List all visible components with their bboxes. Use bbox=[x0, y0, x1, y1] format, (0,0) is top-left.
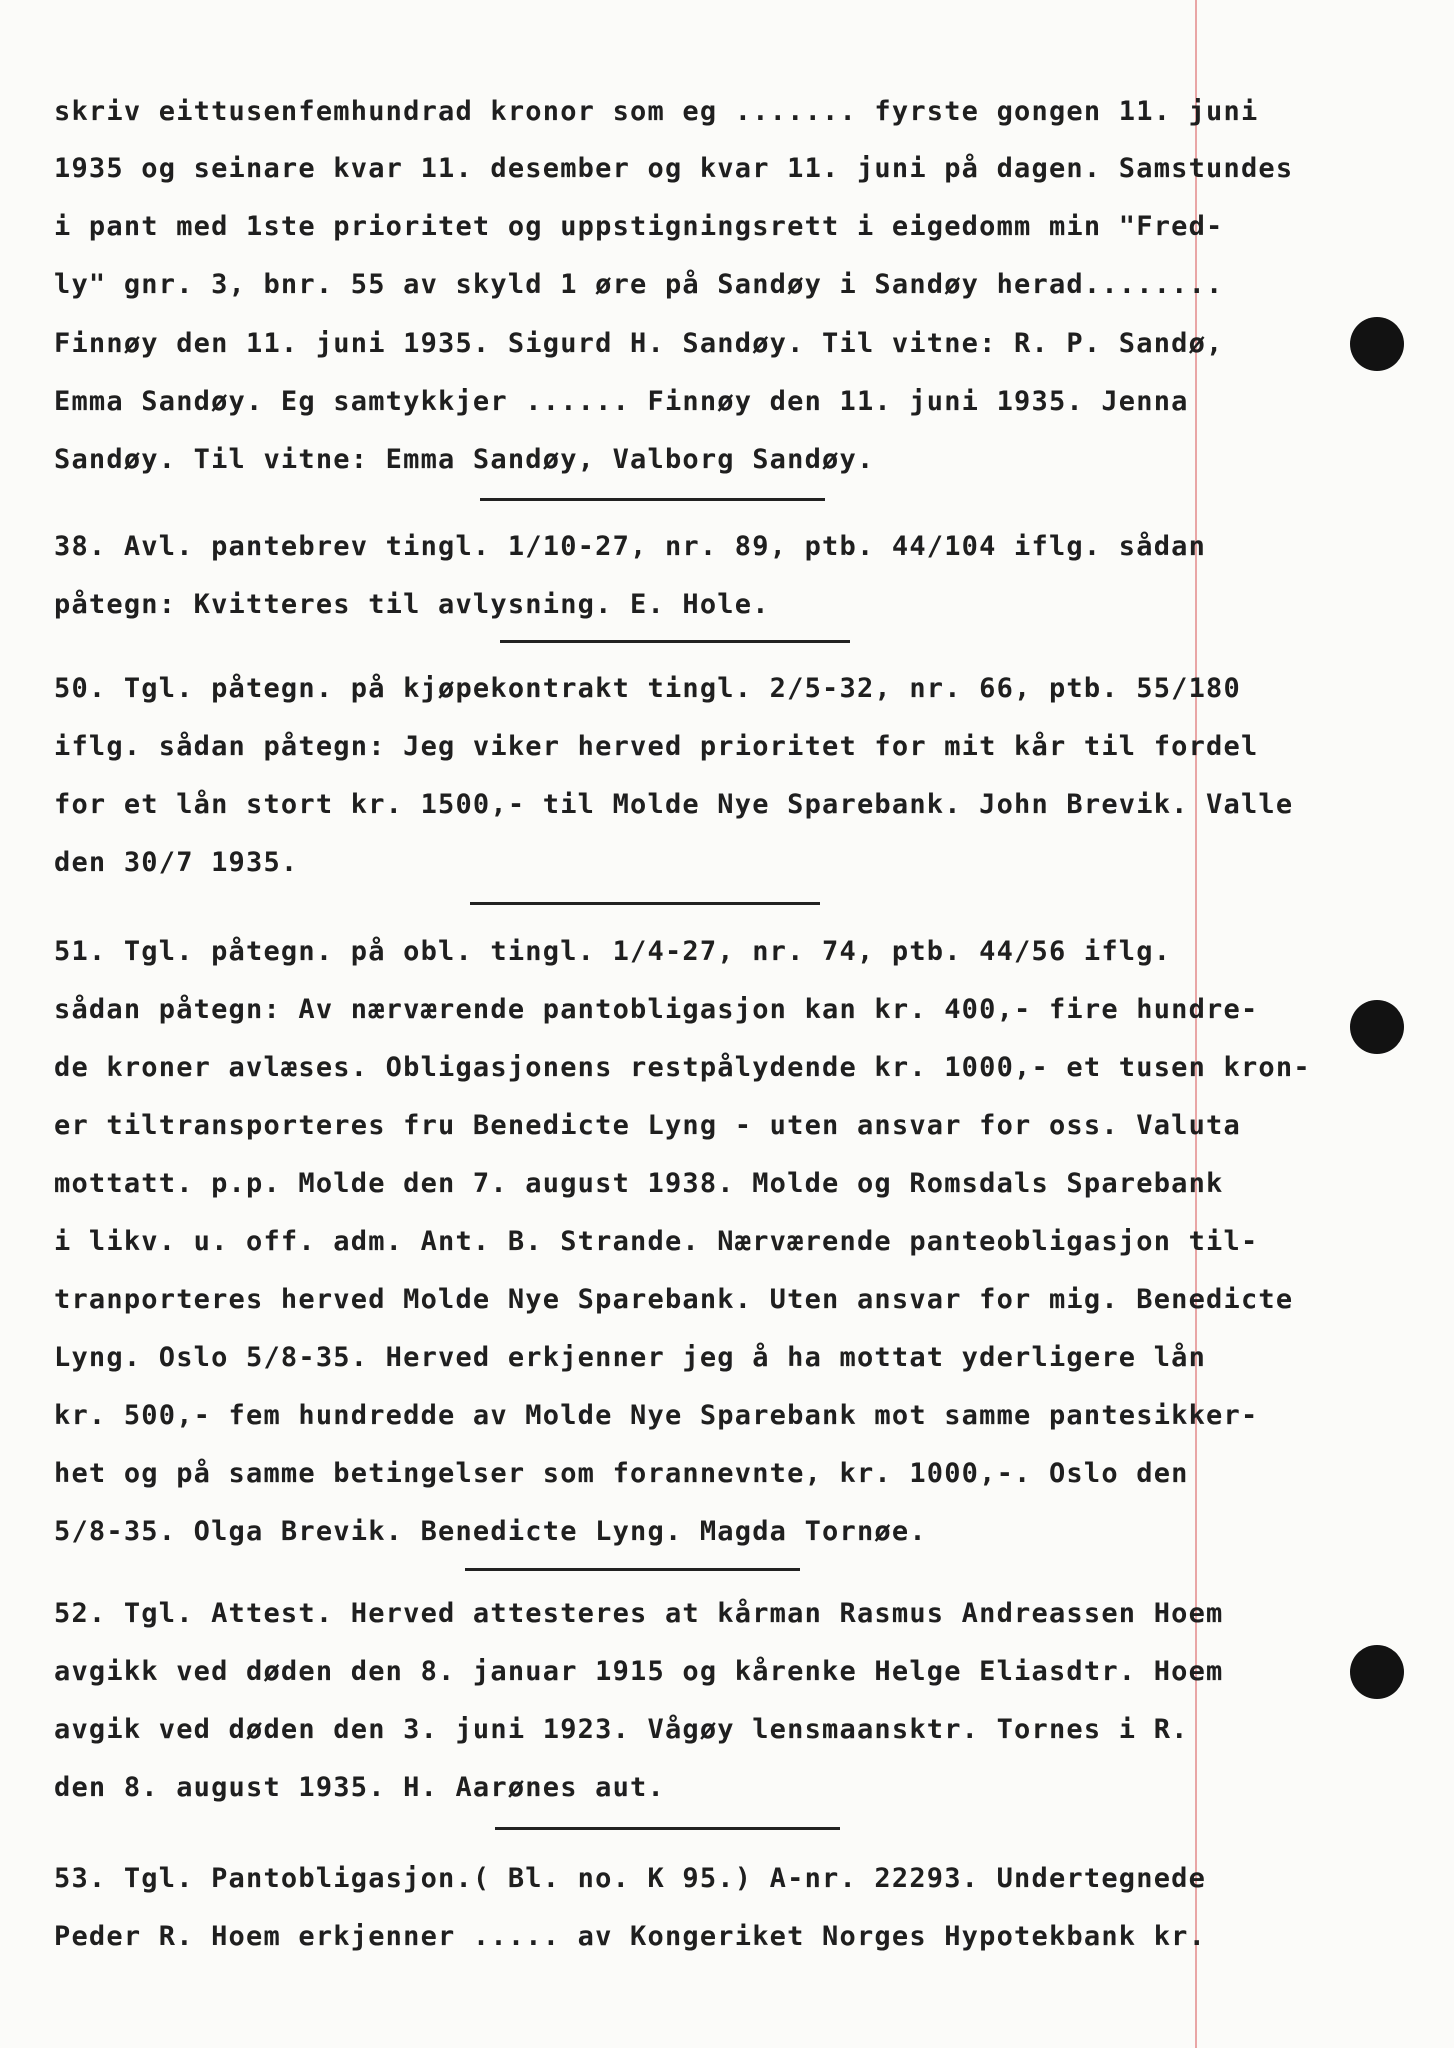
text-line: 51. Tgl. påtegn. på obl. tingl. 1/4-27, nr. 74, ptb. 44/56 iflg. bbox=[54, 936, 1172, 967]
text-line: iflg. sådan påtegn: Jeg viker herved prioritet for mit kår til fordel bbox=[54, 731, 1259, 762]
text-line: den 8. august 1935. H. Aarønes aut. bbox=[54, 1772, 665, 1803]
separator bbox=[495, 1827, 840, 1830]
punch-hole-2 bbox=[1350, 1000, 1404, 1054]
text-line: de kroner avlæses. Obligasjonens restpålydende kr. 1000,- et tusen kron- bbox=[54, 1052, 1311, 1083]
separator bbox=[480, 498, 825, 501]
separator bbox=[500, 640, 850, 643]
text-line: påtegn: Kvitteres til avlysning. E. Hole. bbox=[54, 589, 770, 620]
text-line: kr. 500,- fem hundredde av Molde Nye Sparebank mot samme pantesikker- bbox=[54, 1400, 1259, 1431]
text-line: Lyng. Oslo 5/8-35. Herved erkjenner jeg å ha mottat yderligere lån bbox=[54, 1342, 1207, 1373]
punch-hole-3 bbox=[1350, 1645, 1404, 1699]
text-line: het og på samme betingelser som forannevnte, kr. 1000,-. Oslo den bbox=[54, 1458, 1189, 1489]
text-line: 50. Tgl. påtegn. på kjøpekontrakt tingl. 2/5-32, nr. 66, ptb. 55/180 bbox=[54, 673, 1241, 704]
text-line: tranporteres herved Molde Nye Sparebank. Uten ansvar for mig. Benedicte bbox=[54, 1284, 1294, 1315]
text-line: i likv. u. off. adm. Ant. B. Strande. Nærværende panteobligasjon til- bbox=[54, 1226, 1259, 1257]
text-line: den 30/7 1935. bbox=[54, 847, 299, 878]
punch-hole-1 bbox=[1350, 317, 1404, 371]
text-line: mottatt. p.p. Molde den 7. august 1938. Molde og Romsdals Sparebank bbox=[54, 1168, 1224, 1199]
text-line: 38. Avl. pantebrev tingl. 1/10-27, nr. 89, ptb. 44/104 iflg. sådan bbox=[54, 531, 1207, 562]
text-line: Peder R. Hoem erkjenner ..... av Kongeriket Norges Hypotekbank kr. bbox=[54, 1921, 1207, 1952]
text-line: avgik ved døden den 3. juni 1923. Vågøy lensmaansktr. Tornes i R. bbox=[54, 1714, 1189, 1745]
text-line: sådan påtegn: Av nærværende pantobligasjon kan kr. 400,- fire hundre- bbox=[54, 994, 1259, 1025]
text-line: avgikk ved døden den 8. januar 1915 og kårenke Helge Eliasdtr. Hoem bbox=[54, 1656, 1224, 1687]
text-line: 5/8-35. Olga Brevik. Benedicte Lyng. Magda Tornøe. bbox=[54, 1516, 927, 1547]
text-line: 1935 og seinare kvar 11. desember og kvar 11. juni på dagen. Samstundes bbox=[54, 153, 1294, 184]
text-line: skriv eittusenfemhundrad kronor som eg ....... fyrste gongen 11. juni bbox=[54, 96, 1259, 127]
text-line: er tiltransporteres fru Benedicte Lyng - uten ansvar for oss. Valuta bbox=[54, 1110, 1241, 1141]
separator bbox=[465, 1568, 800, 1571]
text-line: ly" gnr. 3, bnr. 55 av skyld 1 øre på Sandøy i Sandøy herad........ bbox=[54, 269, 1224, 300]
text-line: 53. Tgl. Pantobligasjon.( Bl. no. K 95.) A-nr. 22293. Undertegnede bbox=[54, 1863, 1207, 1894]
text-line: 52. Tgl. Attest. Herved attesteres at kårman Rasmus Andreassen Hoem bbox=[54, 1598, 1224, 1629]
text-line: Finnøy den 11. juni 1935. Sigurd H. Sandøy. Til vitne: R. P. Sandø, bbox=[54, 328, 1224, 359]
text-line: i pant med 1ste prioritet og uppstigningsrett i eigedomm min "Fred- bbox=[54, 211, 1224, 242]
text-line: Emma Sandøy. Eg samtykkjer ...... Finnøy den 11. juni 1935. Jenna bbox=[54, 386, 1189, 417]
text-line: Sandøy. Til vitne: Emma Sandøy, Valborg Sandøy. bbox=[54, 444, 875, 475]
separator bbox=[470, 902, 820, 905]
text-line: for et lån stort kr. 1500,- til Molde Nye Sparebank. John Brevik. Valle bbox=[54, 789, 1294, 820]
